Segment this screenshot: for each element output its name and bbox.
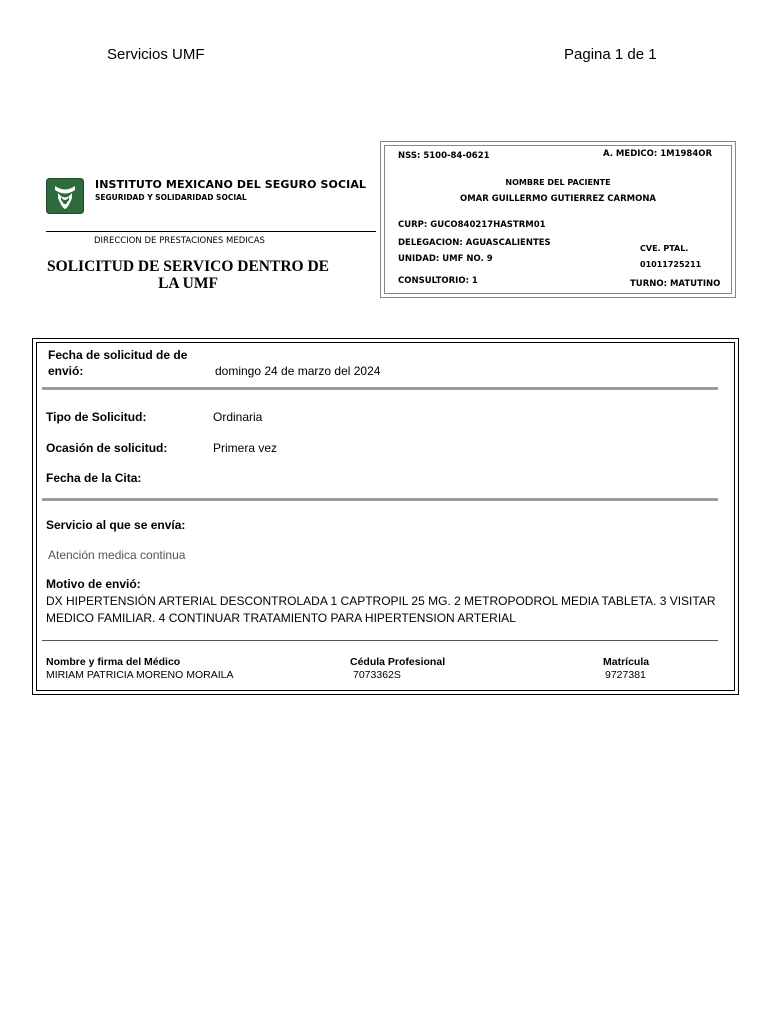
service-label: Servicio al que se envía: [46,518,186,532]
appointment-date-label: Fecha de la Cita: [46,471,142,485]
unidad: UNIDAD: UMF NO. 9 [398,254,493,264]
cve-ptal-label: CVE. PTAL. [640,244,689,253]
curp: CURP: GUCO840217HASTRM01 [398,220,546,230]
institution-subtitle: SEGURIDAD Y SOLIDARIDAD SOCIAL [95,193,247,202]
occasion-label: Ocasión de solicitud: [46,441,168,455]
matricula-label: Matrícula [603,656,650,668]
cedula-value: 7073362S [353,669,401,681]
request-type-value: Ordinaria [213,410,263,424]
section-divider [42,498,718,501]
page-header-left: Servicios UMF [107,46,205,63]
direction-label: DIRECCION DE PRESTACIONES MEDICAS [94,236,265,246]
occasion-value: Primera vez [213,441,278,455]
section-divider [42,387,718,390]
doctor-name: MIRIAM PATRICIA MORENO MORAILA [46,669,234,681]
delegacion: DELEGACION: AGUASCALIENTES [398,238,551,248]
patient-name-label: NOMBRE DEL PACIENTE [505,178,611,187]
send-date-label: Fecha de solicitud de de envió: [48,348,188,378]
consultorio: CONSULTORIO: 1 [398,276,478,286]
institution-name: INSTITUTO MEXICANO DEL SEGURO SOCIAL [95,178,367,191]
reason-label: Motivo de envió: [46,577,141,591]
cve-ptal-value: 01011725211 [640,260,702,269]
cedula-label: Cédula Profesional [350,656,446,668]
imss-eagle-logo-icon [46,178,84,214]
header-divider [46,231,376,232]
reason-value: DX HIPERTENSIÓN ARTERIAL DESCONTROLADA 1 CAPTROPIL 25 MG. 2 METROPODROL MEDIA TABLETA. 3 VISITAR MEDICO FAMILIAR. 4 CONTINUAR TRATAMIENTO PARA HIPERTENSION ARTERIAL [46,594,716,625]
signature-divider [42,640,718,641]
nss: NSS: 5100-84-0621 [398,151,490,161]
service-value: Atención medica continua [48,548,186,562]
send-date-value: domingo 24 de marzo del 2024 [215,364,381,378]
request-box [36,342,735,691]
patient-name: OMAR GUILLERMO GUTIERREZ CARMONA [459,194,657,204]
form-title: SOLICITUD DE SERVICO DENTRO DE LA UMF [47,258,329,292]
doctor-signature-label: Nombre y firma del Médico [46,656,181,668]
request-type-label: Tipo de Solicitud: [46,410,147,424]
turno: TURNO: MATUTINO [630,279,721,289]
assigned-doctor: A. MEDICO: 1M1984OR [603,149,713,159]
matricula-value: 9727381 [605,669,646,681]
page-number: Pagina 1 de 1 [564,46,657,63]
